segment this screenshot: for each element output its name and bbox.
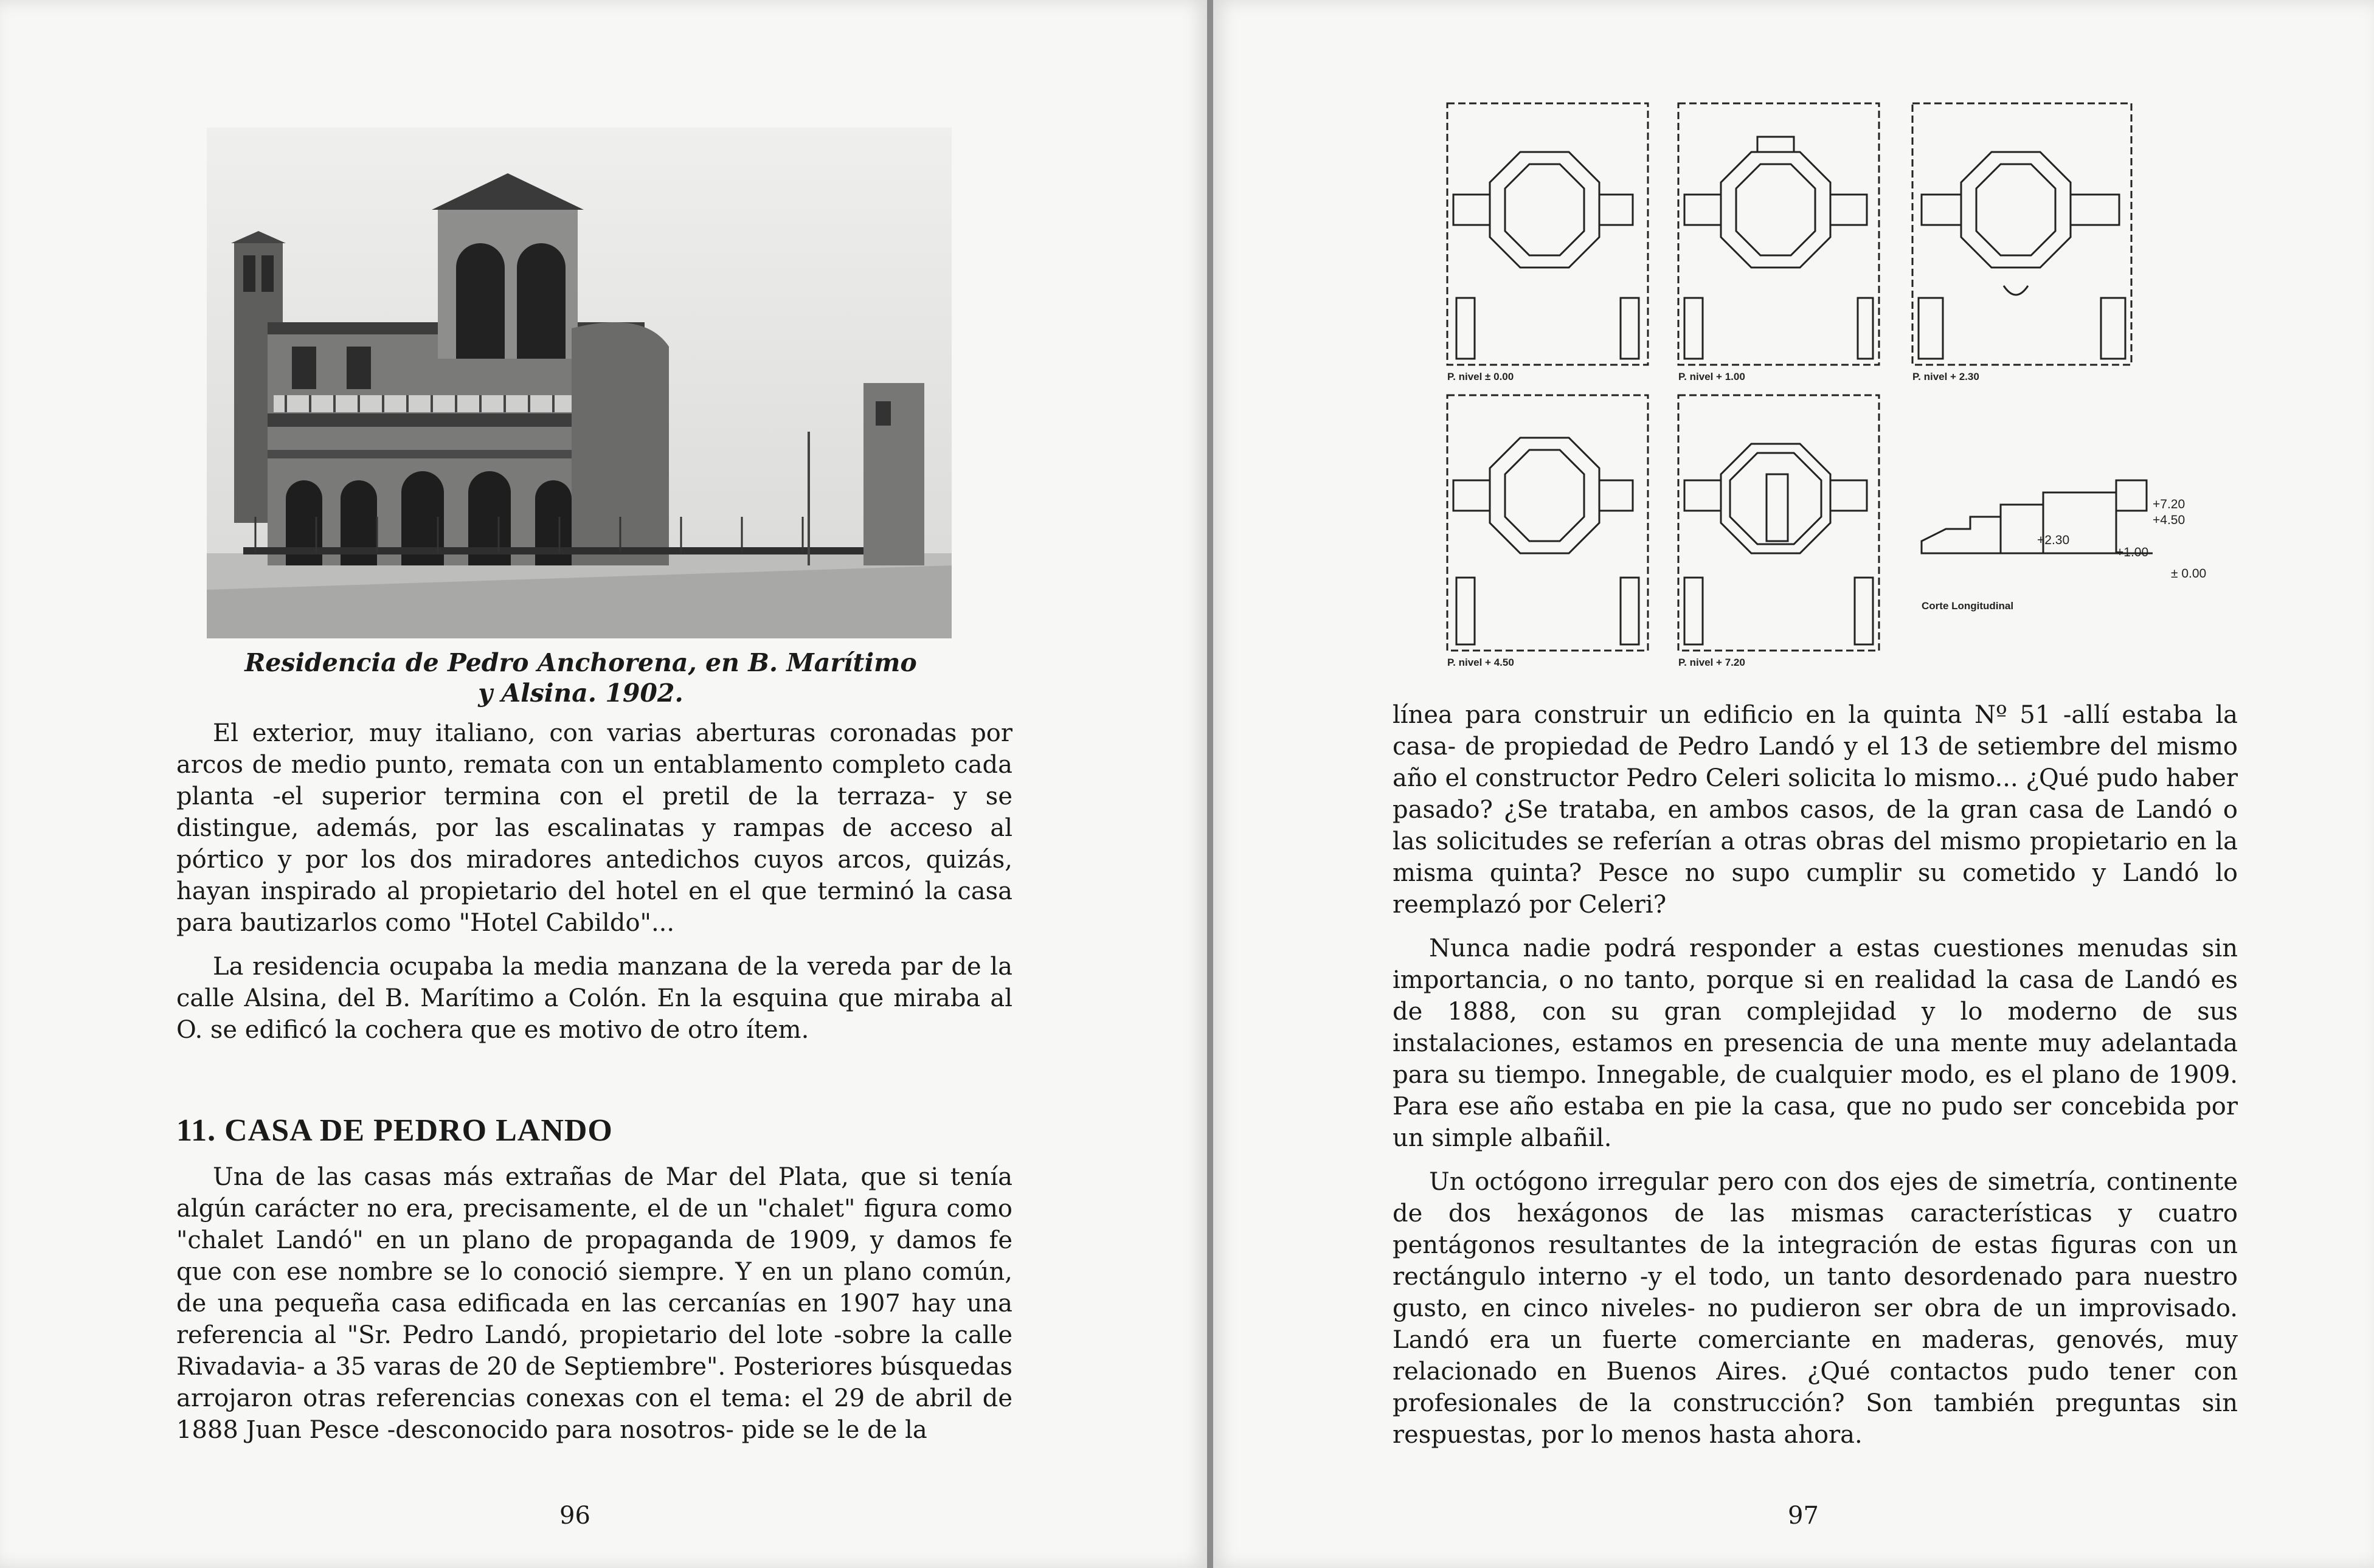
floor-plan-level-4 (1447, 395, 1648, 651)
caption-line-1: Residencia de Pedro Anchorena, en B. Marítimo (244, 648, 917, 677)
plan-label-1: P. nivel ± 0.00 (1447, 371, 1514, 382)
section-dim: +1.00 (2116, 545, 2149, 559)
paragraph: Nunca nadie podrá responder a estas cuestiones menudas sin importancia, o no tanto, porque si en realidad la casa de Landó es de 1888, con su gran complejidad y lo moderno de sus instalaciones, estamos en presencia de una mente muy adelantada para su tiempo. Innegable, de cualquier modo, es el plano de 1909. Para ese año estaba en pie la casa, que no pudo ser concebida por un simple albañil. (1393, 934, 2238, 1152)
residence-photo (207, 128, 952, 638)
paragraph: línea para construir un edificio en la quinta Nº 51 -allí estaba la casa- de propiedad de Pedro Landó y el 13 de setiembre del mismo año el constructor Pedro Celeri solicita lo mismo... ¿Qué pudo haber pasado? ¿Se trataba, en ambos casos, de la gran casa de Landó o las solicitudes se referían a otras obras del mismo propietario en la misma quinta? Pesce no supo cumplir su cometido y Landó lo reemplazó por Celeri? (1393, 701, 2238, 919)
plan-label-4: P. nivel + 4.50 (1447, 657, 1514, 668)
section-dim: +2.30 (2037, 533, 2070, 547)
plan-label-3: P. nivel + 2.30 (1912, 371, 1979, 382)
left-text-block (176, 717, 1012, 1058)
book-spine (1207, 0, 1213, 1568)
paragraph: La residencia ocupaba la media manzana de la vereda par de la calle Alsina, del B. Marítimo a Colón. En la esquina que miraba al O. se edificó la cochera que es motivo de otro ítem. (176, 953, 1012, 1044)
plan-label-5: P. nivel + 7.20 (1678, 657, 1745, 668)
right-text-block (1393, 699, 2238, 1463)
paragraph: Una de las casas más extrañas de Mar del Plata, que si tenía algún carácter no era, precisamente, el de un "chalet" figura como "chalet Landó" en un plano de propaganda de 1909, y damos fe que con ese nombre se lo conoció siempre. Y en un plano común, de una pequeña casa edificada en las cercanías en 1907 hay una referencia al "Sr. Pedro Landó, propietario del lote -sobre la calle Rivadavia- a 35 varas de 20 de Septiembre". Posteriores búsquedas arrojaron otras referencias conexas con el tema: el 29 de abril de 1888 Juan Pesce -desconocido para nosotros- pide se le de la (176, 1163, 1012, 1444)
section-dim: +4.50 (2153, 513, 2185, 527)
section-dim: +7.20 (2153, 497, 2185, 511)
photo-caption (225, 648, 936, 708)
page-number: 97 (1788, 1502, 1819, 1530)
paragraph: Un octógono irregular pero con dos ejes de simetría, continente de dos hexágonos de las mismas características y cuatro pentágonos resultantes de la integración de estas figuras con un rectángulo interno -y el todo, un tanto desordenado para nuestro gusto, en cinco niveles- no pudieron ser obra de un improvisado. Landó era un fuerte comerciante en maderas, genovés, muy relacionado en Buenos Aires. ¿Qué contactos pudo tener con profesionales de la construcción? Son también preguntas sin respuestas, por lo menos hasta ahora. (1393, 1168, 2238, 1449)
section-heading: 11. CASA DE PEDRO LANDO (176, 1113, 613, 1148)
floor-plan-level-1 (1678, 103, 1879, 365)
left-text-block-2 (176, 1161, 1012, 1446)
paragraph: El exterior, muy italiano, con varias aberturas coronadas por arcos de medio punto, remata con un entablamento completo cada planta -el superior termina con el pretil de la terraza- y se distingue, además, por las escalinatas y rampas de acceso al pórtico y por los dos miradores antedichos cuyos arcos, quizás, hayan inspirado al propietario del hotel en el que terminó la casa para bautizarlos como "Hotel Cabildo"... (176, 719, 1012, 937)
page-number: 96 (559, 1502, 590, 1530)
caption-line-2: y Alsina. 1902. (478, 679, 683, 708)
floor-plan-level-2 (1912, 103, 2131, 365)
floor-plans-figure (1435, 91, 2244, 675)
floor-plan-level-0 (1447, 103, 1648, 365)
section-label: Corte Longitudinal (1922, 600, 2014, 612)
plan-label-2: P. nivel + 1.00 (1678, 371, 1745, 382)
section-dim: ± 0.00 (2171, 567, 2207, 581)
floor-plan-level-7 (1678, 395, 1879, 651)
